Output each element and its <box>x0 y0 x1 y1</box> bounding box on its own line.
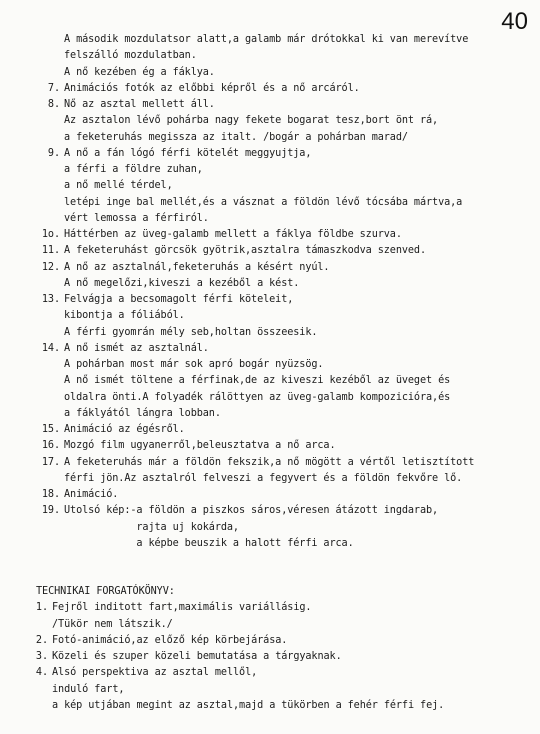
scene-line <box>0 211 540 227</box>
scene-text: letépi inge bal mellét,és a vásznat a földön lévő tócsába mártva,a <box>64 196 463 208</box>
scene-line <box>0 97 540 113</box>
tech-text: /Tükör nem látszik./ <box>52 618 173 630</box>
scene-line <box>0 195 540 211</box>
page-number: 40 <box>501 8 528 35</box>
scene-text: Felvágja a becsomagolt férfi köteleit, <box>64 294 294 305</box>
tech-text: induló fart, <box>52 683 125 695</box>
script-scenes <box>0 32 540 552</box>
scene-text: Az asztalon lévő pohárba nagy fekete bogarat tesz,bort önt rá, <box>64 115 439 127</box>
scene-text: Animáció az égésről. <box>64 424 185 435</box>
document-body <box>0 32 540 714</box>
scene-number: 14. <box>41 342 60 354</box>
scene-line <box>0 48 540 64</box>
scene-line <box>0 341 540 357</box>
tech-line <box>0 665 540 681</box>
scene-line <box>0 292 540 308</box>
scene-number: 7. <box>47 82 60 94</box>
scene-line <box>0 438 540 454</box>
scene-text: A nő ismét töltene a férfinak,de az kiveszi kezéből az üveget és <box>64 375 451 387</box>
scene-text: a nő mellé térdel, <box>64 180 173 192</box>
section-gap <box>0 552 540 568</box>
scene-line <box>0 406 540 422</box>
scene-line <box>0 325 540 341</box>
scene-line <box>0 65 540 81</box>
scene-number: 19. <box>41 505 60 517</box>
tech-line <box>0 698 540 714</box>
scene-text: vért lemossa a férfiról. <box>64 212 209 224</box>
tech-line <box>0 633 540 649</box>
scene-text: A nő megelőzi,kiveszi a kezéből a kést. <box>64 277 300 289</box>
scene-line <box>0 81 540 97</box>
scene-line <box>0 373 540 389</box>
scene-number: 1o. <box>41 229 60 240</box>
scene-text: Animáció. <box>64 489 119 500</box>
scene-text: A második mozdulatsor alatt,a galamb már drótokkal ki van merevítve <box>64 34 469 45</box>
tech-text: a kép utjában megint az asztal,majd a tükörben a fehér férfi fej. <box>52 699 445 711</box>
scene-number: 16. <box>41 440 60 452</box>
scene-text: kibontja a fóliából. <box>64 310 185 322</box>
scene-line <box>0 471 540 487</box>
scene-text: a feketeruhás megissza az italt. /bogár a pohárban marad/ <box>64 131 408 143</box>
scene-text: Utolsó kép:-a földön a piszkos sáros,véresen átázott ingdarab, <box>64 505 439 517</box>
scene-text: Háttérben az üveg-galamb mellett a fáklya földbe szurva. <box>64 229 402 240</box>
scene-line <box>0 503 540 519</box>
scene-text: A nő kezében ég a fáklya. <box>64 66 215 78</box>
tech-line <box>0 649 540 665</box>
scene-text: Animációs fotók az előbbi képről és a nő arcáról. <box>64 82 360 94</box>
scene-text: oldalra önti.A folyadék rálöttyen az üveg-galamb kompozicióra,és <box>64 391 451 403</box>
scene-text: A férfi gyomrán mély seb,holtan összeesik. <box>64 326 318 338</box>
scene-line <box>0 32 540 48</box>
scene-text: Nő az asztal mellett áll. <box>64 99 215 110</box>
scene-line <box>0 390 540 406</box>
scene-number: 18. <box>41 489 60 500</box>
technical-heading-row <box>0 568 540 598</box>
scene-number: 8. <box>47 99 60 110</box>
scene-text: A nő ismét az asztalnál. <box>64 342 209 354</box>
tech-line <box>0 682 540 698</box>
scene-line <box>0 130 540 146</box>
technical-list <box>0 600 540 714</box>
technical-heading: TECHNIKAI FORGATÓKÖNYV: <box>36 586 175 598</box>
scene-text: felszálló mozdulatban. <box>64 50 197 62</box>
scene-number: 9. <box>47 147 60 159</box>
scene-line <box>0 536 540 552</box>
scene-text: Mozgó film ugyanerről,beleusztatva a nő arca. <box>64 440 336 452</box>
scene-line <box>0 162 540 178</box>
scene-text: rajta uj kokárda, <box>64 521 239 533</box>
scene-text: A nő a fán lógó férfi kötelét meggyujtja, <box>64 147 312 159</box>
tech-line <box>0 617 540 633</box>
scene-number: 11. <box>41 245 60 257</box>
scene-line <box>0 178 540 194</box>
scene-text: A feketeruhást görcsök gyötrik,asztalra támaszkodva szenved. <box>64 245 427 257</box>
tech-text: Fejről inditott fart,maximális variállásig. <box>52 602 312 614</box>
scene-text: A pohárban most már sok apró bogár nyüzsög. <box>64 359 324 370</box>
scene-line <box>0 520 540 536</box>
scene-line <box>0 276 540 292</box>
scene-number: 17. <box>41 456 60 468</box>
scene-text: a fáklyától lángra lobban. <box>64 407 221 419</box>
scene-line <box>0 455 540 471</box>
scene-line <box>0 146 540 162</box>
scene-text: A nő az asztalnál,feketeruhás a késért nyúl. <box>64 261 330 273</box>
scene-line <box>0 113 540 129</box>
tech-number: 2. <box>35 634 48 646</box>
tech-number: 3. <box>35 651 48 662</box>
tech-text: Alsó perspektiva az asztal mellől, <box>52 667 258 679</box>
scene-number: 13. <box>41 294 60 305</box>
scene-line <box>0 227 540 243</box>
tech-number: 1. <box>35 602 48 614</box>
scene-line <box>0 260 540 276</box>
scene-line <box>0 243 540 259</box>
scene-text: férfi jön.Az asztalról felveszi a fegyvert és a földön fekvőre lő. <box>64 472 463 484</box>
tech-text: Közeli és szuper közeli bemutatása a tárgyaknak. <box>52 651 342 662</box>
scene-text: a férfi a földre zuhan, <box>64 164 203 175</box>
tech-text: Fotó-animáció,az előző kép körbejárása. <box>52 634 288 646</box>
scene-line <box>0 357 540 373</box>
tech-number: 4. <box>35 667 48 679</box>
scene-line <box>0 422 540 438</box>
scene-text: a képbe beuszik a halott férfi arca. <box>64 537 354 549</box>
scene-number: 12. <box>41 261 60 273</box>
tech-line <box>0 600 540 616</box>
scene-line <box>0 308 540 324</box>
scene-line <box>0 487 540 503</box>
scene-text: A feketeruhás már a földön fekszik,a nő mögött a vértől letisztított <box>64 456 475 468</box>
scene-number: 15. <box>41 424 60 435</box>
